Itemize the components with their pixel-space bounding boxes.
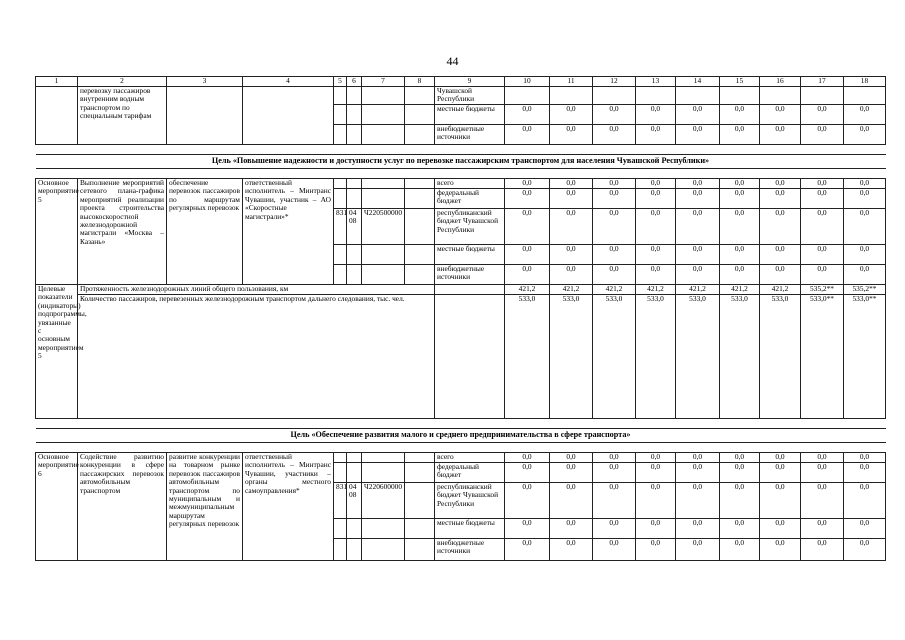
- value-cell: 0,0: [636, 539, 676, 561]
- value-cell: 0,0: [593, 125, 636, 145]
- value-cell: 0,0: [550, 265, 593, 285]
- value-cell: 0,0: [550, 209, 593, 245]
- funding-source-cell: внебюджетные источники: [435, 125, 505, 145]
- blank-cell: [405, 463, 435, 483]
- value-cell: 0,0: [676, 519, 720, 539]
- value-cell: 421,2: [676, 285, 720, 295]
- value-cell: 0,0: [760, 265, 801, 285]
- value-cell: 0,0: [801, 245, 844, 265]
- column-number: 6: [347, 77, 362, 87]
- blank-cell: [405, 453, 435, 463]
- value-cell: 0,0: [593, 519, 636, 539]
- value-cell: 533,0: [720, 295, 760, 419]
- grbs-code-cell: 831: [334, 209, 347, 245]
- value-cell: 0,0: [550, 453, 593, 463]
- continuation-row: [36, 87, 886, 105]
- value-cell: 0,0: [801, 179, 844, 189]
- blank-cell: [36, 443, 886, 453]
- value-cell: 0,0: [844, 189, 886, 209]
- value-cell: 0,0: [505, 209, 550, 245]
- value-cell: 0,0: [505, 265, 550, 285]
- blank-cell: [362, 125, 405, 145]
- blank-cell: [347, 189, 362, 209]
- blank-cell: [362, 87, 405, 105]
- blank-cell: [362, 179, 405, 189]
- value-cell: [801, 87, 844, 105]
- blank-cell: [405, 209, 435, 245]
- column-number: 11: [550, 77, 593, 87]
- value-cell: 0,0: [505, 245, 550, 265]
- table-body: [36, 77, 886, 561]
- value-cell: [550, 87, 593, 105]
- value-cell: 0,0: [636, 245, 676, 265]
- blank-cell: [362, 519, 405, 539]
- value-cell: 0,0: [760, 179, 801, 189]
- measure5-row: [36, 179, 886, 189]
- value-cell: 0,0: [636, 179, 676, 189]
- measure-name-cell: Выполнение мероприятий сетевого плана-графика мероприятий реализации проекта строительства высокоскоростной железнодорожной магистрали «Москва – Казань»: [78, 179, 167, 285]
- value-cell: 0,0: [844, 125, 886, 145]
- value-cell: 0,0: [720, 209, 760, 245]
- blank-cell: [167, 87, 243, 145]
- blank-cell: [347, 463, 362, 483]
- spacer-row: [36, 169, 886, 179]
- blank-cell: [362, 105, 405, 125]
- value-cell: 533,0: [505, 295, 550, 419]
- value-cell: 0,0: [505, 463, 550, 483]
- value-cell: 0,0: [636, 189, 676, 209]
- value-cell: 0,0: [550, 179, 593, 189]
- value-cell: 0,0: [593, 189, 636, 209]
- value-cell: 421,2: [636, 285, 676, 295]
- value-cell: 0,0: [505, 179, 550, 189]
- column-number: 3: [167, 77, 243, 87]
- blank-cell: [334, 179, 347, 189]
- value-cell: 0,0: [505, 483, 550, 519]
- measure-label-cell: Основное мероприятие 6: [36, 453, 78, 561]
- value-cell: 0,0: [801, 539, 844, 561]
- value-cell: 0,0: [801, 463, 844, 483]
- value-cell: 0,0: [593, 463, 636, 483]
- value-cell: 0,0: [593, 453, 636, 463]
- value-cell: 0,0: [676, 265, 720, 285]
- value-cell: 0,0: [720, 105, 760, 125]
- value-cell: 0,0: [844, 483, 886, 519]
- column-number: 13: [636, 77, 676, 87]
- value-cell: 0,0: [636, 463, 676, 483]
- blank-cell: [36, 419, 886, 429]
- csr-code-cell: Ч220600000: [362, 483, 405, 519]
- value-cell: 0,0: [760, 105, 801, 125]
- value-cell: 0,0: [593, 483, 636, 519]
- blank-cell: [334, 189, 347, 209]
- column-number-row: [36, 77, 886, 87]
- value-cell: 421,2: [760, 285, 801, 295]
- blank-cell: [362, 189, 405, 209]
- column-number: 10: [505, 77, 550, 87]
- value-cell: 0,0: [801, 453, 844, 463]
- value-cell: 0,0: [720, 125, 760, 145]
- value-cell: 0,0: [760, 463, 801, 483]
- column-number: 5: [334, 77, 347, 87]
- value-cell: 0,0: [844, 265, 886, 285]
- value-cell: 0,0: [505, 453, 550, 463]
- value-cell: 0,0: [636, 483, 676, 519]
- blank-cell: [362, 539, 405, 561]
- value-cell: 0,0: [636, 519, 676, 539]
- blank-cell: [435, 295, 505, 419]
- column-number: 18: [844, 77, 886, 87]
- blank-cell: [405, 539, 435, 561]
- value-cell: 0,0: [844, 245, 886, 265]
- value-cell: 0,0: [801, 189, 844, 209]
- value-cell: 0,0: [593, 209, 636, 245]
- measure-name-cell: Содействие развитию конкуренции в сфере пассажирских перевозок автомобильным транспортом: [78, 453, 167, 561]
- blank-cell: [347, 519, 362, 539]
- funding-source-cell: местные бюджеты: [435, 105, 505, 125]
- blank-cell: [405, 105, 435, 125]
- rzpr-code-cell: 04 08: [347, 209, 362, 245]
- blank-cell: [347, 179, 362, 189]
- csr-code-cell: Ч220500000: [362, 209, 405, 245]
- measure-name-cell: перевозку пассажиров внутренним водным транспортом по специальным тарифам: [78, 87, 167, 145]
- value-cell: [636, 87, 676, 105]
- blank-cell: [334, 245, 347, 265]
- blank-cell: [334, 125, 347, 145]
- funding-source-cell: республиканский бюджет Чувашской Республики: [435, 483, 505, 519]
- funding-source-cell: федеральный бюджет: [435, 463, 505, 483]
- rzpr-code-cell: 04 08: [347, 483, 362, 519]
- goal-row: [36, 155, 886, 169]
- grbs-code-cell: 831: [334, 483, 347, 519]
- value-cell: 533,0: [550, 295, 593, 419]
- value-cell: 0,0: [550, 125, 593, 145]
- spacer-row: [36, 145, 886, 155]
- value-cell: 0,0: [760, 209, 801, 245]
- executor-cell: ответственный исполнитель – Минтранс Чувашии, участник – АО «Скоростные магистрали»*: [243, 179, 334, 285]
- value-cell: 0,0: [844, 105, 886, 125]
- measure-label-cell: Основное мероприятие 5: [36, 179, 78, 285]
- value-cell: 0,0: [550, 483, 593, 519]
- value-cell: 0,0: [676, 105, 720, 125]
- blank-cell: [405, 483, 435, 519]
- value-cell: 0,0: [676, 179, 720, 189]
- column-number: 12: [593, 77, 636, 87]
- value-cell: 0,0: [636, 125, 676, 145]
- value-cell: 0,0: [505, 105, 550, 125]
- blank-cell: [334, 105, 347, 125]
- value-cell: 0,0: [676, 125, 720, 145]
- executor-cell: ответственный исполнитель – Минтранс Чувашии, участники – органы местного самоуправления*: [243, 453, 334, 561]
- column-number: 16: [760, 77, 801, 87]
- value-cell: 0,0: [505, 539, 550, 561]
- value-cell: 0,0: [801, 105, 844, 125]
- value-cell: 0,0: [801, 209, 844, 245]
- value-cell: 0,0: [593, 265, 636, 285]
- value-cell: [593, 87, 636, 105]
- value-cell: 0,0: [720, 483, 760, 519]
- value-cell: 0,0: [593, 105, 636, 125]
- spacer-row: [36, 419, 886, 429]
- measure-task-cell: развитие конкуренции на товарном рынке перевозок пассажиров автомобильным транспортом по муниципальным и межмуниципальным маршрутам регулярных перевозок: [167, 453, 243, 561]
- value-cell: 0,0: [676, 189, 720, 209]
- value-cell: 0,0: [505, 125, 550, 145]
- funding-source-cell: внебюджетные источники: [435, 539, 505, 561]
- value-cell: 0,0: [550, 463, 593, 483]
- column-number: 14: [676, 77, 720, 87]
- goal-heading: Цель «Повышение надежности и доступности услуг по перевозке пассажирским транспортом для населения Чувашской Республики»: [36, 155, 886, 169]
- blank-cell: [334, 453, 347, 463]
- value-cell: 0,0: [760, 453, 801, 463]
- measure-task-cell: обеспечение перевозок пассажиров по маршрутам регулярных перевозок: [167, 179, 243, 285]
- value-cell: 0,0: [636, 265, 676, 285]
- value-cell: 421,2: [593, 285, 636, 295]
- funding-source-cell: республиканский бюджет Чувашской Республики: [435, 209, 505, 245]
- blank-cell: [362, 265, 405, 285]
- blank-cell: [334, 265, 347, 285]
- value-cell: 533,0**: [801, 295, 844, 419]
- value-cell: 0,0: [550, 245, 593, 265]
- value-cell: 0,0: [760, 189, 801, 209]
- goal-heading: Цель «Обеспечение развития малого и среднего предпринимательства в сфере транспорта»: [36, 429, 886, 443]
- value-cell: 0,0: [505, 189, 550, 209]
- blank-cell: [243, 87, 334, 145]
- value-cell: 0,0: [844, 539, 886, 561]
- value-cell: 421,2: [505, 285, 550, 295]
- value-cell: 421,2: [720, 285, 760, 295]
- blank-cell: [405, 125, 435, 145]
- value-cell: [844, 87, 886, 105]
- value-cell: [505, 87, 550, 105]
- value-cell: 0,0: [550, 539, 593, 561]
- blank-cell: [36, 87, 78, 145]
- blank-cell: [405, 519, 435, 539]
- value-cell: 535,2**: [801, 285, 844, 295]
- value-cell: 533,0: [593, 295, 636, 419]
- column-number: 7: [362, 77, 405, 87]
- blank-cell: [347, 539, 362, 561]
- indicator-row: [36, 285, 886, 295]
- value-cell: 0,0: [676, 483, 720, 519]
- value-cell: 0,0: [720, 453, 760, 463]
- blank-cell: [334, 539, 347, 561]
- value-cell: 0,0: [720, 539, 760, 561]
- value-cell: 0,0: [720, 463, 760, 483]
- value-cell: 0,0: [550, 189, 593, 209]
- blank-cell: [405, 189, 435, 209]
- measure6-row: [36, 453, 886, 463]
- value-cell: [676, 87, 720, 105]
- value-cell: 0,0: [844, 209, 886, 245]
- blank-cell: [347, 265, 362, 285]
- blank-cell: [362, 245, 405, 265]
- funding-source-cell: Чувашской Республики: [435, 87, 505, 105]
- column-number: 9: [435, 77, 505, 87]
- value-cell: 0,0: [593, 245, 636, 265]
- blank-cell: [405, 87, 435, 105]
- value-cell: [760, 87, 801, 105]
- funding-source-cell: местные бюджеты: [435, 519, 505, 539]
- value-cell: 533,0: [760, 295, 801, 419]
- blank-cell: [334, 519, 347, 539]
- indicator-label-cell: Целевые показатели (индикаторы) подпрограммы, увязанные с основным мероприятием 5: [36, 285, 78, 419]
- value-cell: 0,0: [801, 265, 844, 285]
- value-cell: 0,0: [760, 483, 801, 519]
- value-cell: 0,0: [720, 519, 760, 539]
- column-number: 17: [801, 77, 844, 87]
- value-cell: 421,2: [550, 285, 593, 295]
- column-number: 8: [405, 77, 435, 87]
- value-cell: 0,0: [801, 519, 844, 539]
- column-number: 2: [78, 77, 167, 87]
- value-cell: 0,0: [593, 179, 636, 189]
- value-cell: 0,0: [676, 245, 720, 265]
- blank-cell: [362, 453, 405, 463]
- value-cell: 533,0**: [844, 295, 886, 419]
- blank-cell: [405, 245, 435, 265]
- value-cell: 0,0: [760, 539, 801, 561]
- blank-cell: [347, 453, 362, 463]
- value-cell: 0,0: [676, 453, 720, 463]
- funding-source-cell: местные бюджеты: [435, 245, 505, 265]
- blank-cell: [362, 463, 405, 483]
- indicator-row: [36, 295, 886, 419]
- value-cell: 535,2**: [844, 285, 886, 295]
- value-cell: 0,0: [505, 519, 550, 539]
- blank-cell: [405, 265, 435, 285]
- funding-source-cell: всего: [435, 179, 505, 189]
- blank-cell: [347, 125, 362, 145]
- value-cell: 0,0: [636, 453, 676, 463]
- value-cell: 0,0: [676, 539, 720, 561]
- value-cell: 0,0: [636, 209, 676, 245]
- value-cell: 0,0: [760, 125, 801, 145]
- value-cell: 0,0: [676, 463, 720, 483]
- spacer-row: [36, 443, 886, 453]
- value-cell: 0,0: [550, 105, 593, 125]
- blank-cell: [347, 105, 362, 125]
- value-cell: 0,0: [550, 519, 593, 539]
- value-cell: 0,0: [844, 463, 886, 483]
- blank-cell: [334, 87, 347, 105]
- value-cell: 0,0: [844, 519, 886, 539]
- blank-cell: [435, 285, 505, 295]
- value-cell: 0,0: [760, 245, 801, 265]
- value-cell: 0,0: [636, 105, 676, 125]
- value-cell: 0,0: [720, 245, 760, 265]
- blank-cell: [347, 245, 362, 265]
- indicator-name-cell: Протяженность железнодорожных линий общего пользования, км: [78, 285, 435, 295]
- funding-source-cell: федеральный бюджет: [435, 189, 505, 209]
- value-cell: 0,0: [801, 125, 844, 145]
- blank-cell: [405, 179, 435, 189]
- column-number: 1: [36, 77, 78, 87]
- value-cell: 0,0: [593, 539, 636, 561]
- indicator-name-cell: Количество пассажиров, перевезенных железнодорожным транспортом дальнего следования, тыс. чел.: [78, 295, 435, 419]
- goal-row: [36, 429, 886, 443]
- value-cell: 0,0: [844, 453, 886, 463]
- value-cell: 533,0: [636, 295, 676, 419]
- blank-cell: [347, 87, 362, 105]
- column-number: 4: [243, 77, 334, 87]
- value-cell: 0,0: [720, 179, 760, 189]
- value-cell: 0,0: [801, 483, 844, 519]
- value-cell: 0,0: [844, 179, 886, 189]
- blank-cell: [36, 169, 886, 179]
- value-cell: 0,0: [720, 189, 760, 209]
- funding-source-cell: внебюджетные источники: [435, 265, 505, 285]
- funding-source-cell: всего: [435, 453, 505, 463]
- value-cell: 0,0: [720, 265, 760, 285]
- blank-cell: [334, 463, 347, 483]
- value-cell: 0,0: [760, 519, 801, 539]
- value-cell: 533,0: [676, 295, 720, 419]
- value-cell: 0,0: [676, 209, 720, 245]
- column-number: 15: [720, 77, 760, 87]
- value-cell: [720, 87, 760, 105]
- page-number: 44: [446, 54, 459, 68]
- budget-table: [35, 76, 886, 561]
